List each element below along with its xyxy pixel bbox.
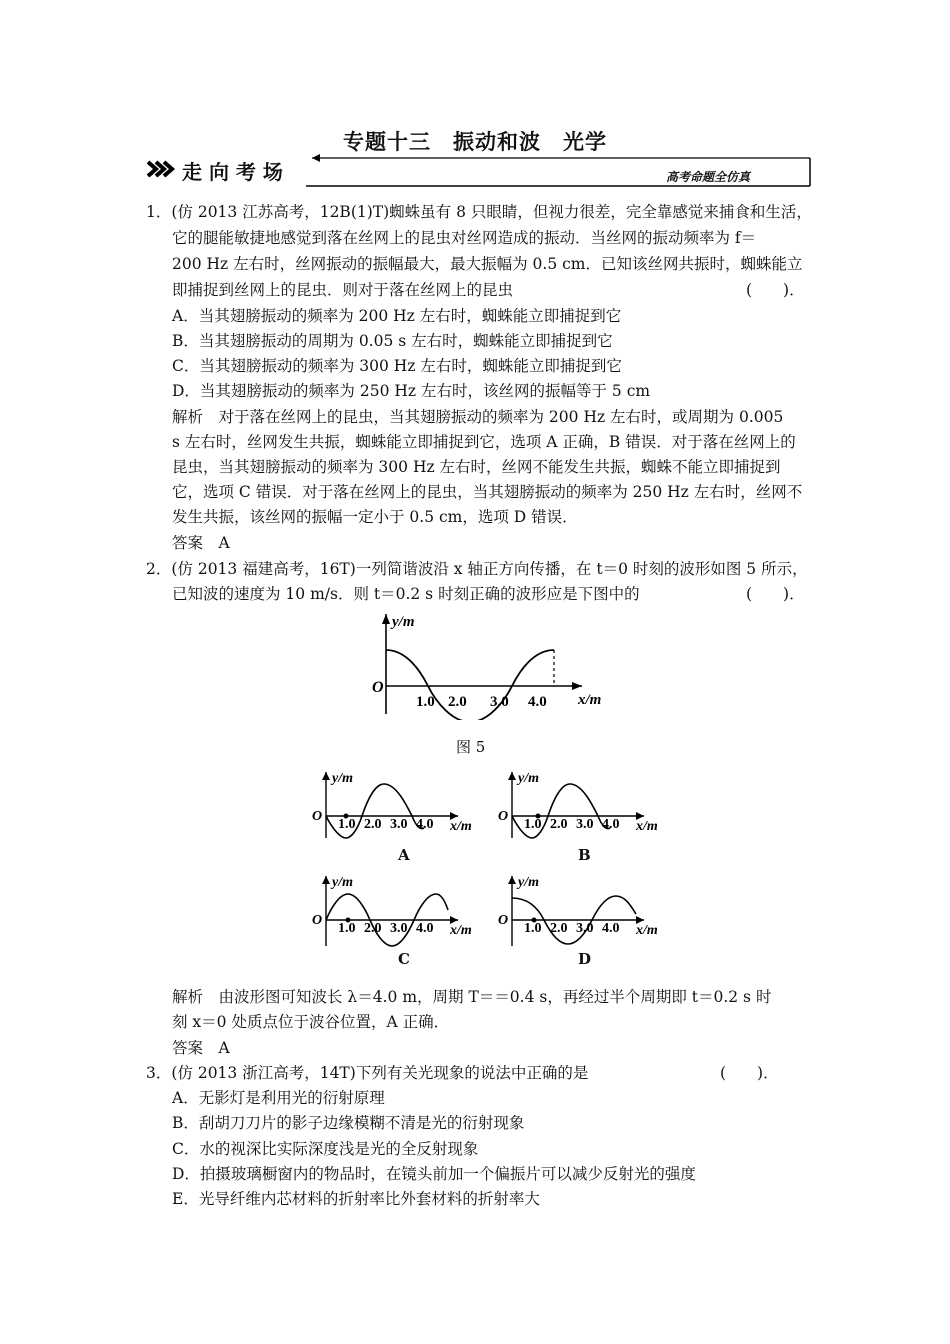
option-a: A．无影灯是利用光的衍射原理 xyxy=(172,1089,385,1107)
banner-tag: 高考命题全仿真 xyxy=(666,170,751,184)
q1-line: 1．(仿 2013 江苏高考，12B(1)T)蜘蛛虽有 8 只眼睛，但视力很差，完全靠感觉来捕食和生活， xyxy=(146,203,812,221)
option-c: C．水的视深比实际深度浅是光的全反射现象 xyxy=(172,1140,479,1158)
option-b: B．刮胡刀刀片的影子边缘模糊不清是光的衍射现象 xyxy=(172,1114,525,1132)
q1-line: 200 Hz 左右时，丝网振动的振幅最大，最大振幅为 0.5 cm．已知该丝网共振时，蜘蛛能立 xyxy=(172,255,803,273)
option-b: B．当其翅膀振动的周期为 0.05 s 左右时，蜘蛛能立即捕捉到它 xyxy=(172,332,613,350)
tick-label: 2.0 xyxy=(550,921,568,936)
answer-bracket: ( )． xyxy=(746,281,805,299)
x-axis-label: x/m xyxy=(578,692,602,708)
tick-label: 4.0 xyxy=(602,921,620,936)
choice-label-c: C xyxy=(398,950,410,968)
origin-label: O xyxy=(498,809,509,824)
section-banner xyxy=(146,150,814,190)
answer-line: 答案 A xyxy=(172,1039,230,1057)
option-e: E．光导纤维内芯材料的折射率比外套材料的折射率大 xyxy=(172,1190,540,1208)
q2-line: 2．(仿 2013 福建高考，16T)一列简谐波沿 x 轴正方向传播，在 t＝0 时刻的波形如图 5 所示， xyxy=(146,560,808,578)
analysis-line: 解析 对于落在丝网上的昆虫，当其翅膀振动的频率为 200 Hz 左右时，或周期为 0.005 xyxy=(172,408,784,426)
tick-label: 3.0 xyxy=(576,921,594,936)
y-axis-label: y/m xyxy=(332,875,353,890)
option-d: D．拍摄玻璃橱窗内的物品时，在镜头前加一个偏振片可以减少反射光的强度 xyxy=(172,1165,696,1183)
q3-line: 3．(仿 2013 浙江高考，14T)下列有关光现象的说法中正确的是 xyxy=(146,1064,589,1082)
double-chevron-icon xyxy=(148,162,172,176)
answer-line: 答案 A xyxy=(172,534,230,552)
option-a: A．当其翅膀振动的频率为 200 Hz 左右时，蜘蛛能立即捕捉到它 xyxy=(172,307,622,325)
answer-bracket: ( )． xyxy=(746,585,805,603)
option-c: C．当其翅膀振动的频率为 300 Hz 左右时，蜘蛛能立即捕捉到它 xyxy=(172,357,622,375)
tick-label: 2.0 xyxy=(364,817,382,832)
tick-label: 1.0 xyxy=(524,921,542,936)
banner-label: 走 向 考 场 xyxy=(182,160,283,184)
y-axis-label: y/m xyxy=(518,875,539,890)
x-axis-label: x/m xyxy=(636,819,658,834)
answer-bracket: ( )． xyxy=(720,1064,779,1082)
tick-label: 1.0 xyxy=(338,921,356,936)
y-axis-label: y/m xyxy=(332,771,353,786)
y-axis-label: y/m xyxy=(518,771,539,786)
tick-label: 3.0 xyxy=(390,921,408,936)
tick-label: 2.0 xyxy=(448,694,467,710)
x-axis-label: x/m xyxy=(450,819,472,834)
origin-label: O xyxy=(312,913,323,928)
origin-label: O xyxy=(312,809,323,824)
tick-label: 4.0 xyxy=(528,694,547,710)
analysis-line: 它，选项 C 错误．对于落在丝网上的昆虫，当其翅膀振动的频率为 250 Hz 左右时，丝网不 xyxy=(172,483,803,501)
x-axis-label: x/m xyxy=(636,923,658,938)
tick-label: 3.0 xyxy=(490,694,509,710)
tick-label: 2.0 xyxy=(364,921,382,936)
analysis-line: 发生共振，该丝网的振幅一定小于 0.5 cm，选项 D 错误． xyxy=(172,508,578,526)
analysis-line: s 左右时，丝网发生共振，蜘蛛能立即捕捉到它，选项 A 正确，B 错误．对于落在丝网上的 xyxy=(172,433,796,451)
choice-label-d: D xyxy=(578,950,592,968)
choice-label-b: B xyxy=(578,846,591,864)
tick-label: 4.0 xyxy=(416,921,434,936)
tick-label: 3.0 xyxy=(576,817,594,832)
tick-label: 4.0 xyxy=(416,817,434,832)
q2-line: 已知波的速度为 10 m/s．则 t＝0.2 s 时刻正确的波形应是下图中的 xyxy=(172,585,640,603)
analysis-line: 昆虫，当其翅膀振动的频率为 300 Hz 左右时，丝网不能发生共振，蜘蛛不能立即捕捉到 xyxy=(172,458,781,476)
tick-label: 1.0 xyxy=(416,694,435,710)
x-axis-label: x/m xyxy=(450,923,472,938)
tick-label: 1.0 xyxy=(338,817,356,832)
tick-label: 1.0 xyxy=(524,817,542,832)
origin-label: O xyxy=(372,679,384,696)
choice-label-a: A xyxy=(398,846,410,864)
q1-line: 即捕捉到丝网上的昆虫．则对于落在丝网上的昆虫 xyxy=(172,281,514,299)
y-axis-label: y/m xyxy=(392,614,415,630)
option-d: D．当其翅膀振动的频率为 250 Hz 左右时，该丝网的振幅等于 5 cm xyxy=(172,382,651,400)
q1-line: 它的腿能敏捷地感觉到落在丝网上的昆虫对丝网造成的振动．当丝网的振动频率为 f＝ xyxy=(172,229,757,247)
tick-label: 3.0 xyxy=(390,817,408,832)
figure-caption: 图 5 xyxy=(456,738,486,756)
origin-label: O xyxy=(498,913,509,928)
analysis-line: 解析 由波形图可知波长 λ＝4.0 m，周期 T＝＝0.4 s，再经过半个周期即 t＝0.2 s 时 xyxy=(172,988,772,1006)
tick-label: 4.0 xyxy=(602,817,620,832)
page-title: 专题十三 振动和波 光学 xyxy=(343,130,607,154)
analysis-line: 刻 x＝0 处质点位于波谷位置，A 正确． xyxy=(172,1013,450,1031)
tick-label: 2.0 xyxy=(550,817,568,832)
figure-5 xyxy=(360,610,620,724)
